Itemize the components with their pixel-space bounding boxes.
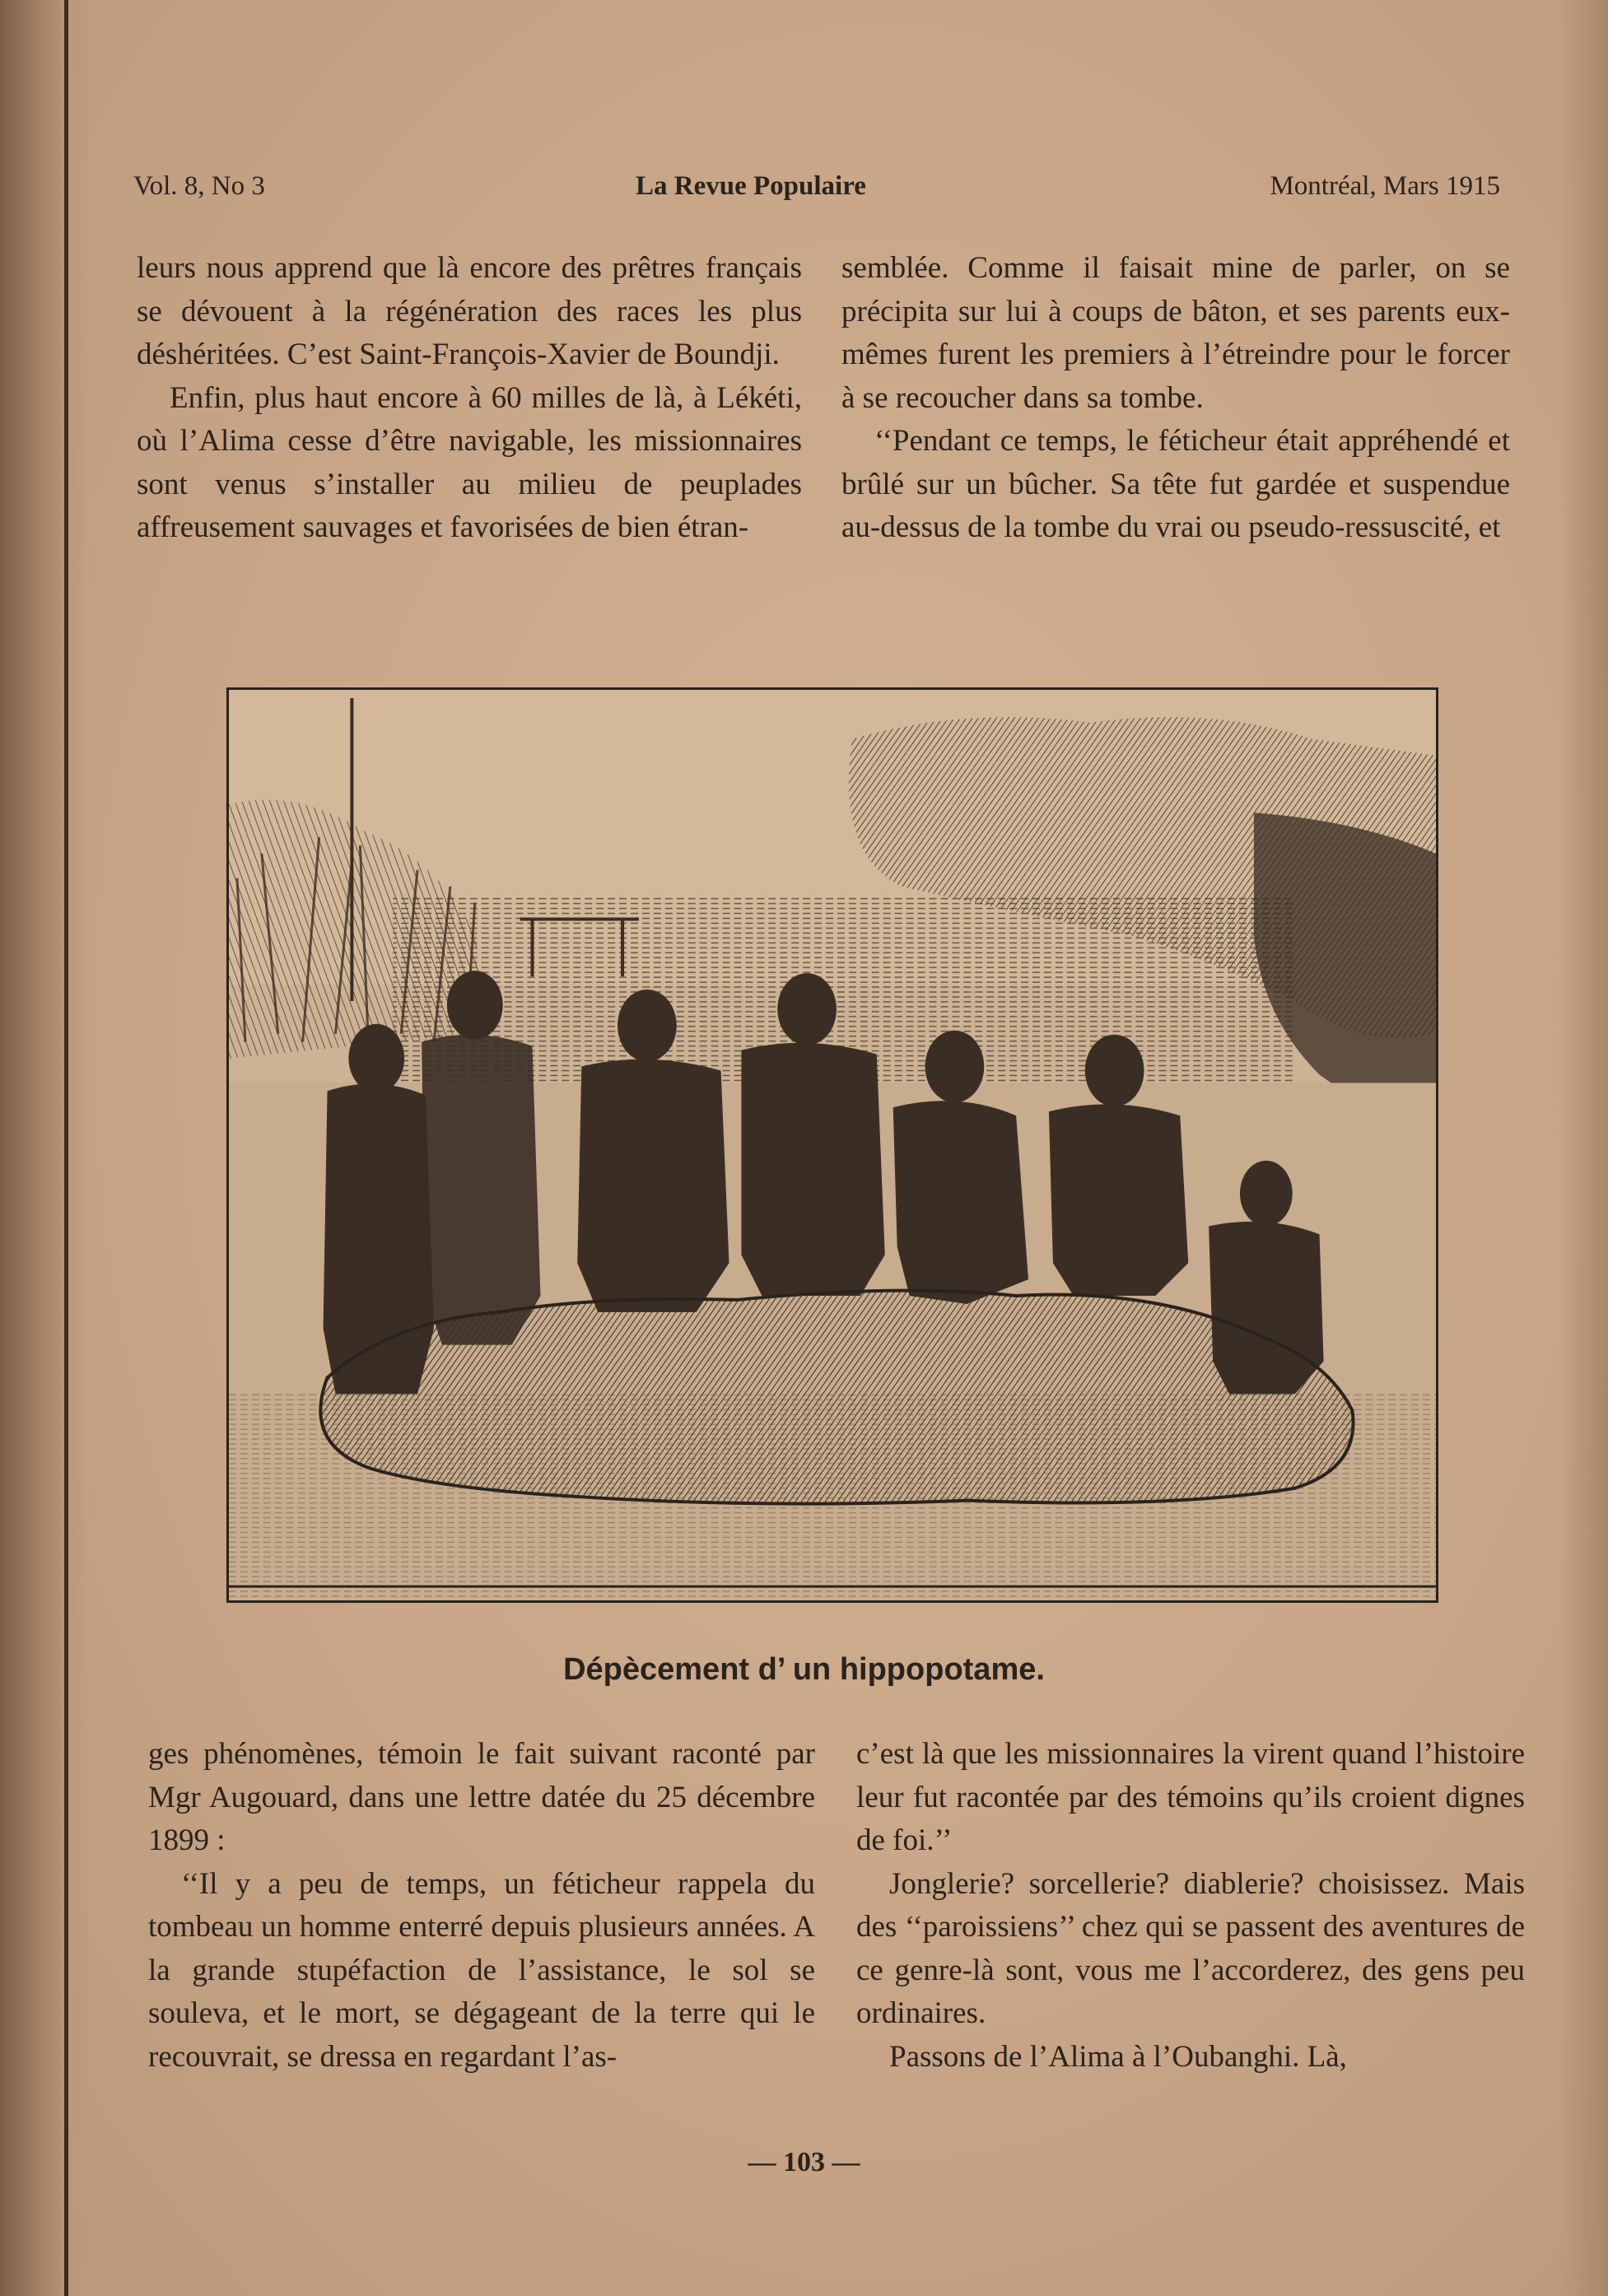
bottom-right-column: [856, 1733, 1525, 2079]
paragraph: Enfin, plus haut encore à 60 milles de là, à Lékéti, où l’Alima cesse d’être navigable, les missionnaires sont venus s’installer au milieu de peuplades affreusement sauvages et favorisées de bien étran-: [137, 380, 802, 544]
binding-edge: [64, 0, 68, 2296]
paragraph: leurs nous apprend que là encore des prêtres français se dévouent à la régénération des races les plus déshéritées. C’est Saint-François-Xavier de Boundji.: [137, 251, 802, 371]
header-volume: Vol. 8, No 3: [133, 171, 265, 201]
engraving-illustration: [226, 687, 1438, 1603]
paragraph: c’est là que les missionnaires la virent quand l’histoire leur fut racontée par des témoins qu’ils croient dignes de foi.’’: [856, 1737, 1525, 1857]
page-edge-shadow: [1559, 0, 1608, 2296]
paragraph: Jonglerie? sorcellerie? diablerie? choisissez. Mais des ‘‘paroissiens’’ chez qui se passent des aventures de ce genre-là sont, vous me l’accorderez, des gens peu ordinaires.: [856, 1866, 1525, 2030]
top-left-column: [137, 247, 802, 550]
paragraph: Passons de l’Alima à l’Oubanghi. Là,: [889, 2039, 1347, 2074]
paragraph: ‘‘Pendant ce temps, le féticheur était appréhendé et brûlé sur un bûcher. Sa tête fut gardée et suspendue au-dessus de la tombe du vrai ou pseudo-ressuscité, et: [841, 424, 1510, 544]
figure-caption: Dépècement d’ un hippopotame.: [563, 1652, 1045, 1687]
header-journal-title: La Revue Populaire: [636, 171, 866, 201]
paragraph: ‘‘Il y a peu de temps, un féticheur rappela du tombeau un homme enterré depuis plusieurs années. A la grande stupéfaction de l’assistance, le sol se souleva, et le mort, se dégageant de la terre qui le recouvrait, se dressa en regardant l’as-: [148, 1866, 815, 2074]
header-place-date: Montréal, Mars 1915: [1270, 171, 1500, 201]
engraving-hippopotamus-butchering: [229, 690, 1436, 1600]
bottom-left-column: [148, 1733, 815, 2079]
paragraph: ges phénomènes, témoin le fait suivant raconté par Mgr Augouard, dans une lettre datée du 25 décembre 1899 :: [148, 1737, 815, 1857]
running-header: [133, 171, 1500, 212]
book-gutter-shadow: [0, 0, 91, 2296]
paragraph: semblée. Comme il faisait mine de parler, on se précipita sur lui à coups de bâton, et ses parents eux-mêmes furent les premiers à l’étreindre pour le forcer à se recoucher dans sa tombe.: [841, 251, 1510, 415]
page-number: — 103 —: [748, 2147, 860, 2177]
top-right-column: [841, 247, 1510, 550]
